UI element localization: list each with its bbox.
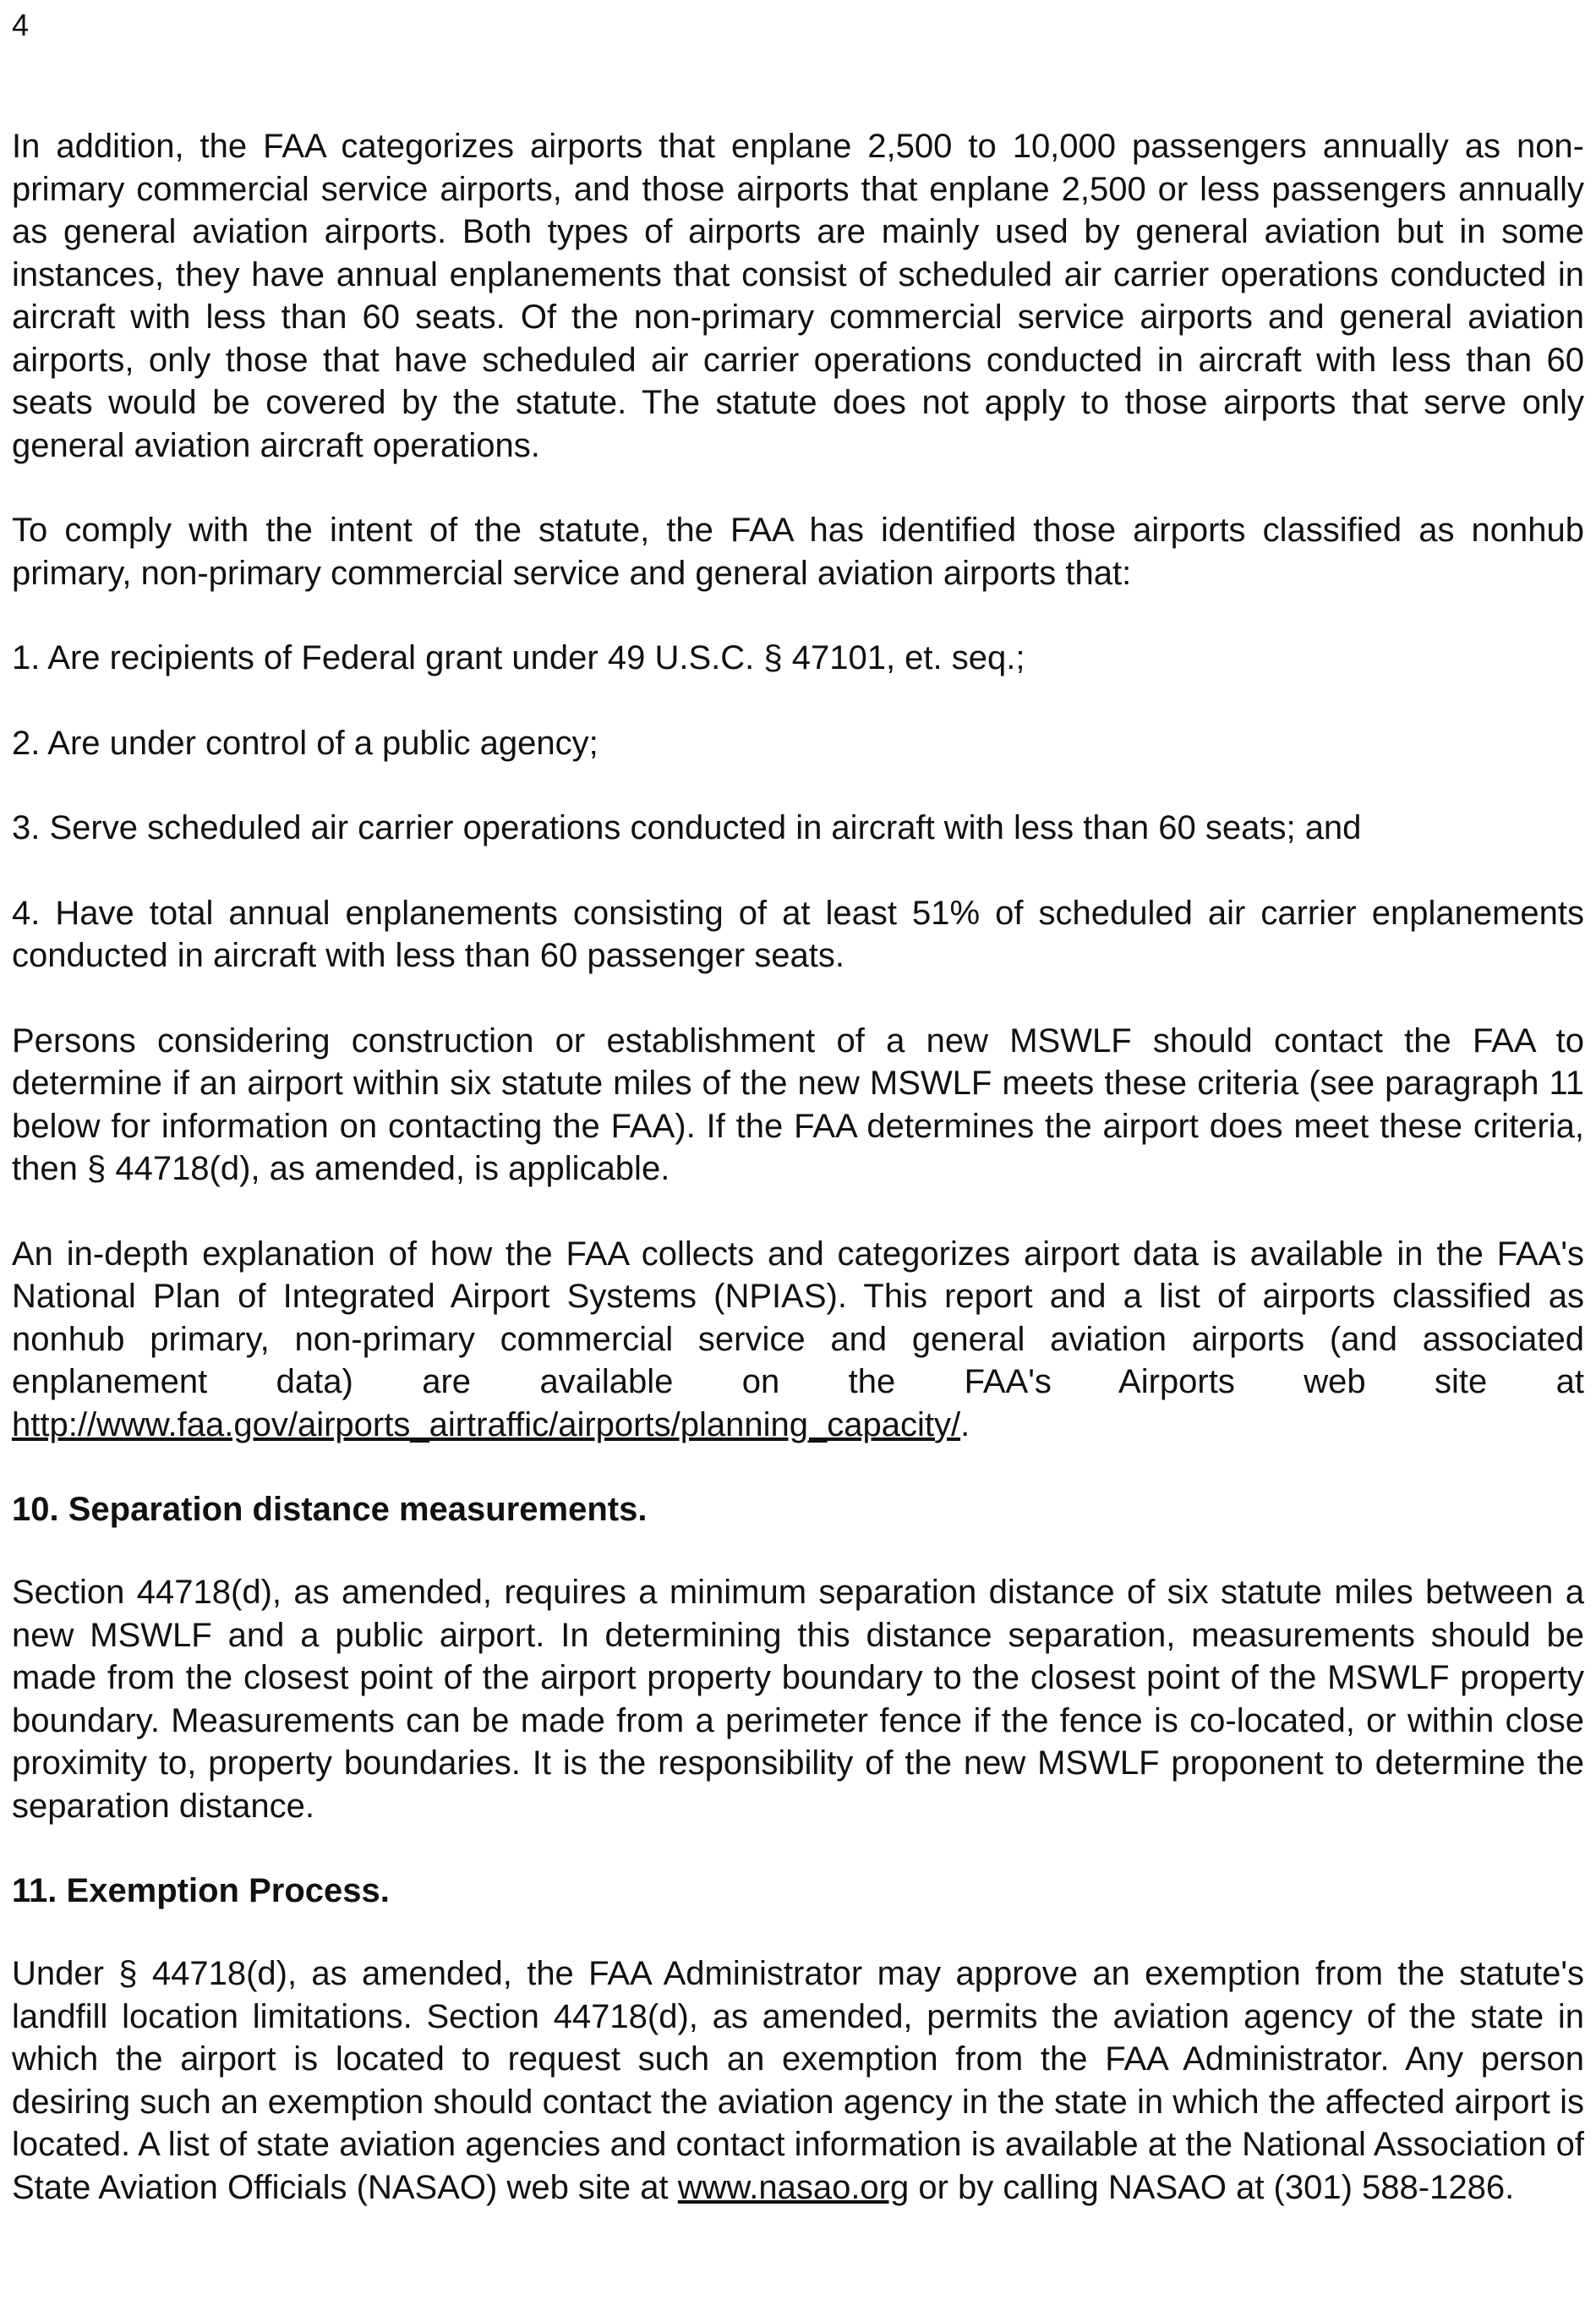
section-heading-11: 11. Exemption Process. <box>12 1872 390 1909</box>
paragraph-contact-faa: Persons considering construction or establishment of a new MSWLF should contact the FAA to determine if an airport within six statute miles of the new MSWLF meets these criteria (see paragraph 11 below for information on contacting the FAA). If the FAA determines the airport does meet these criteria, then § 44718(d), as amended, is applicable. <box>12 1021 1584 1187</box>
paragraph-exemption <box>12 1952 1584 2209</box>
page-number: 4 <box>12 8 30 42</box>
paragraph-airport-categories: In addition, the FAA categorizes airports that enplane 2,500 to 10,000 passengers annually as non-primary commercial service airports, and those airports that enplane 2,500 or less passengers annually as general aviation airports. Both types of airports are mainly used by general aviation but in some instances, they have annual enplanements that consist of scheduled air carrier operations conducted in aircraft with less than 60 seats. Of the non-primary commercial service airports and general aviation airports, only those that have scheduled air carrier operations conducted in aircraft with less than 60 seats would be covered by the statute. The statute does not apply to those airports that serve only general aviation aircraft operations. <box>12 128 1584 464</box>
criteria-item-3: 3. Serve scheduled air carrier operations conducted in aircraft with less than 60 seats; and <box>12 809 1362 846</box>
paragraph-exemption-end: or by calling NASAO at (301) 588-1286. <box>909 2168 1515 2206</box>
paragraph-npias <box>12 1233 1584 1447</box>
criteria-item-2: 2. Are under control of a public agency; <box>12 724 598 762</box>
section-heading-10: 10. Separation distance measurements. <box>12 1491 648 1528</box>
document-body <box>12 125 1584 2251</box>
paragraph-npias-end: . <box>960 1405 970 1443</box>
paragraph-exemption-text: Under § 44718(d), as amended, the FAA Administrator may approve an exemption from the statute's landfill location limitations. Section 44718(d), as amended, permits the aviation agency of the state in which the airport is located to request such an exemption from the FAA Administrator. Any person desiring such an exemption should contact the aviation agency in the state in which the affected airport is located. A list of state aviation agencies and contact information is available at the National Association of State Aviation Officials (NASAO) web site at <box>12 1955 1584 2206</box>
paragraph-statute-intent: To comply with the intent of the statute, the FAA has identified those airports classified as nonhub primary, non-primary commercial service and general aviation airports that: <box>12 512 1584 592</box>
faa-airports-link[interactable]: http://www.faa.gov/airports_airtraffic/airports/planning_capacity/ <box>12 1405 961 1443</box>
paragraph-separation-distance: Section 44718(d), as amended, requires a minimum separation distance of six statute miles between a new MSWLF and a public airport. In determining this distance separation, measurements should be made from the closest point of the airport property boundary to the closest point of the MSWLF property boundary. Measurements can be made from a perimeter fence if the fence is co-located, or within close proximity to, property boundaries. It is the responsibility of the new MSWLF proponent to determine the separation distance. <box>12 1574 1584 1825</box>
criteria-item-4: 4. Have total annual enplanements consisting of at least 51% of scheduled air carrier enplanements conducted in aircraft with less than 60 passenger seats. <box>12 894 1584 974</box>
criteria-item-1: 1. Are recipients of Federal grant under 49 U.S.C. § 47101, et. seq.; <box>12 639 1025 676</box>
paragraph-npias-text: An in-depth explanation of how the FAA collects and categorizes airport data is available in the FAA's National Plan of Integrated Airport Systems (NPIAS). This report and a list of airports classified as nonhub primary, non-primary commercial service and general aviation airports (and associated enplanement data) are available on the FAA's Airports web site at <box>12 1235 1584 1400</box>
document-page <box>12 0 1588 2300</box>
nasao-link[interactable]: www.nasao.org <box>677 2168 910 2206</box>
